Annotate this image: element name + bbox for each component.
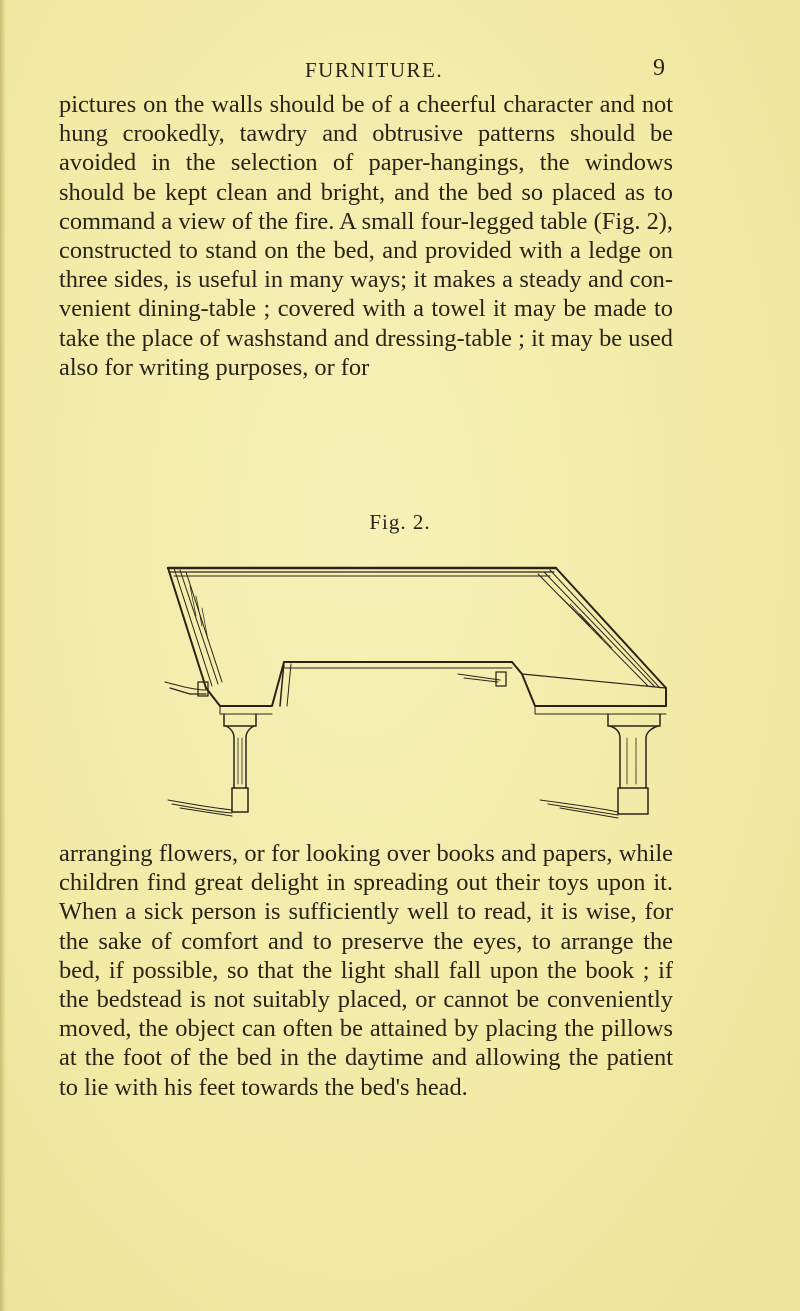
page-edge-shadow	[0, 0, 6, 1311]
bed-table-illustration	[160, 556, 680, 826]
running-header	[0, 55, 800, 88]
paragraph-1: pictures on the walls should be of a cheerful character and not hung crookedly, tawdry and obtrusive patterns should be avoided in the selection of paper-hangings, the windows should be kept clean and bright, and the bed so placed as to command a view of the fire. A small four-legged table (Fig. 2), constructed to stand on the bed, and provided with a ledge on three sides, is useful in many ways; it makes a steady and con-venient dining-table ; covered with a towel it may be made to take the place of washstand and dressing-table ; it may be used also for writing purposes, or for	[59, 91, 673, 381]
running-title: FURNITURE.	[305, 58, 444, 82]
paragraph-2: arranging flowers, or for looking over books and papers, while children find great delight in spreading out their toys upon it. When a sick person is sufficiently well to read, it is wise, for the sake of comfort and to preserve the eyes, to arrange the bed, if possible, so that the light shall fall upon the book ; if the bedstead is not suitably placed, or cannot be conveniently moved, the object can often be attained by placing the pillows at the foot of the bed in the daytime and allowing the patient to lie with his feet towards the bed's head.	[59, 840, 673, 1101]
figure-caption: Fig. 2.	[369, 510, 431, 534]
bed-table-drawing	[160, 556, 680, 826]
page-number: 9	[653, 55, 665, 81]
